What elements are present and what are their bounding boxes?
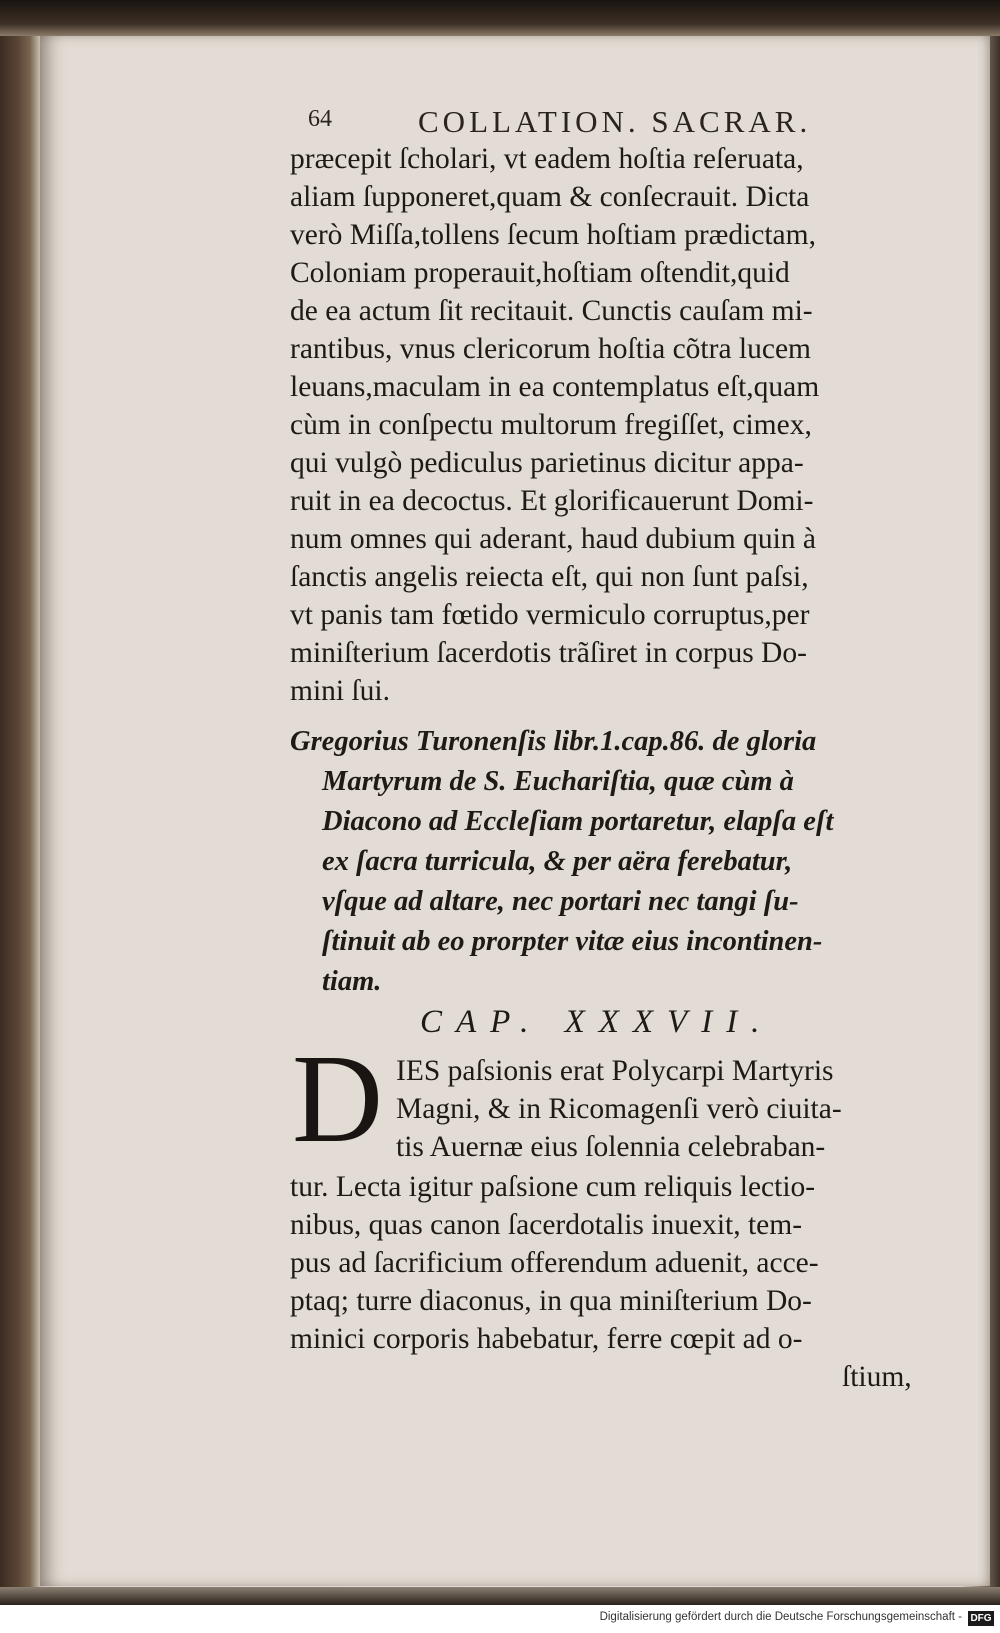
text-line: verò Miſſa,tollens ſecum hoſtiam prædictam,: [290, 219, 816, 251]
citation-line: Gregorius Turonenſis libr.1.cap.86. de gloria: [290, 726, 817, 757]
running-header: [308, 104, 868, 140]
scan-bottom-edge: [0, 1587, 1000, 1605]
digitization-footer: [0, 1605, 1000, 1633]
citation-line: Diacono ad Eccleſiam portaretur, elapſa eſt: [322, 806, 834, 837]
text-line: nibus, quas canon ſacerdotalis inuexit, tem-: [290, 1209, 803, 1241]
text-line: pus ad ſacrificium offerendum aduenit, acce-: [290, 1247, 819, 1279]
text-line: minici corporis habebatur, ferre cœpit ad o-: [290, 1323, 803, 1355]
chapter-heading: CAP. XXXVII.: [420, 1004, 774, 1040]
text-line: ruit in ea decoctus. Et glorificauerunt Domi-: [290, 485, 814, 517]
citation-line: vſque ad altare, nec portari nec tangi ſu-: [322, 886, 799, 917]
text-line: Magni, & in Ricomagenſi verò ciuita-: [396, 1093, 842, 1125]
text-line: cùm in conſpectu multorum fregiſſet, cimex,: [290, 409, 812, 441]
footer-credit: Digitalisierung gefördert durch die Deutsche Forschungsgemeinschaft -: [599, 1611, 962, 1623]
text-line: miniſterium ſacerdotis trãſiret in corpus Do-: [290, 637, 807, 669]
scan-top-edge: [0, 0, 1000, 36]
text-line: de ea actum ſit recitauit. Cunctis cauſam mi-: [290, 295, 813, 327]
text-line: num omnes qui aderant, haud dubium quin à: [290, 523, 816, 555]
text-line: ſanctis angelis reiecta eſt, qui non ſunt paſsi,: [290, 561, 809, 593]
drop-cap: D: [292, 1030, 383, 1169]
text-line: præcepit ſcholari, vt eadem hoſtia reſeruata,: [290, 143, 804, 175]
text-line: aliam ſupponeret,quam & conſecrauit. Dicta: [290, 181, 810, 213]
citation-line: ſtinuit ab eo prorpter vitæ eius incontinen-: [322, 926, 823, 957]
running-title: COLLATION. SACRAR.: [418, 104, 812, 139]
text-line: leuans,maculam in ea contemplatus eſt,quam: [290, 371, 820, 403]
text-line: IES paſsionis erat Polycarpi Martyris: [396, 1055, 834, 1087]
text-line: qui vulgò pediculus parietinus dicitur appa-: [290, 447, 804, 479]
text-line: Coloniam properauit,hoſtiam oſtendit,quid: [290, 257, 790, 289]
dfg-logo: DFG: [968, 1611, 994, 1626]
text-line: rantibus, vnus clericorum hoſtia cõtra lucem: [290, 333, 812, 365]
text-line: tis Auernæ eius ſolennia celebraban-: [396, 1131, 826, 1163]
text-line: vt panis tam fœtido vermiculo corruptus,per: [290, 599, 810, 631]
page-number: 64: [308, 106, 332, 132]
text-line: mini ſui.: [290, 675, 390, 707]
citation-line: ex ſacra turricula, & per aëra ferebatur,: [322, 846, 793, 877]
text-line: ptaq; turre diaconus, in qua miniſterium Do-: [290, 1285, 812, 1317]
citation-line: tiam.: [322, 966, 382, 997]
text-line: tur. Lecta igitur paſsione cum reliquis lectio-: [290, 1171, 816, 1203]
text-line: ſtium,: [842, 1361, 912, 1393]
citation-line: Martyrum de S. Euchariſtia, quæ cùm à: [322, 766, 794, 797]
